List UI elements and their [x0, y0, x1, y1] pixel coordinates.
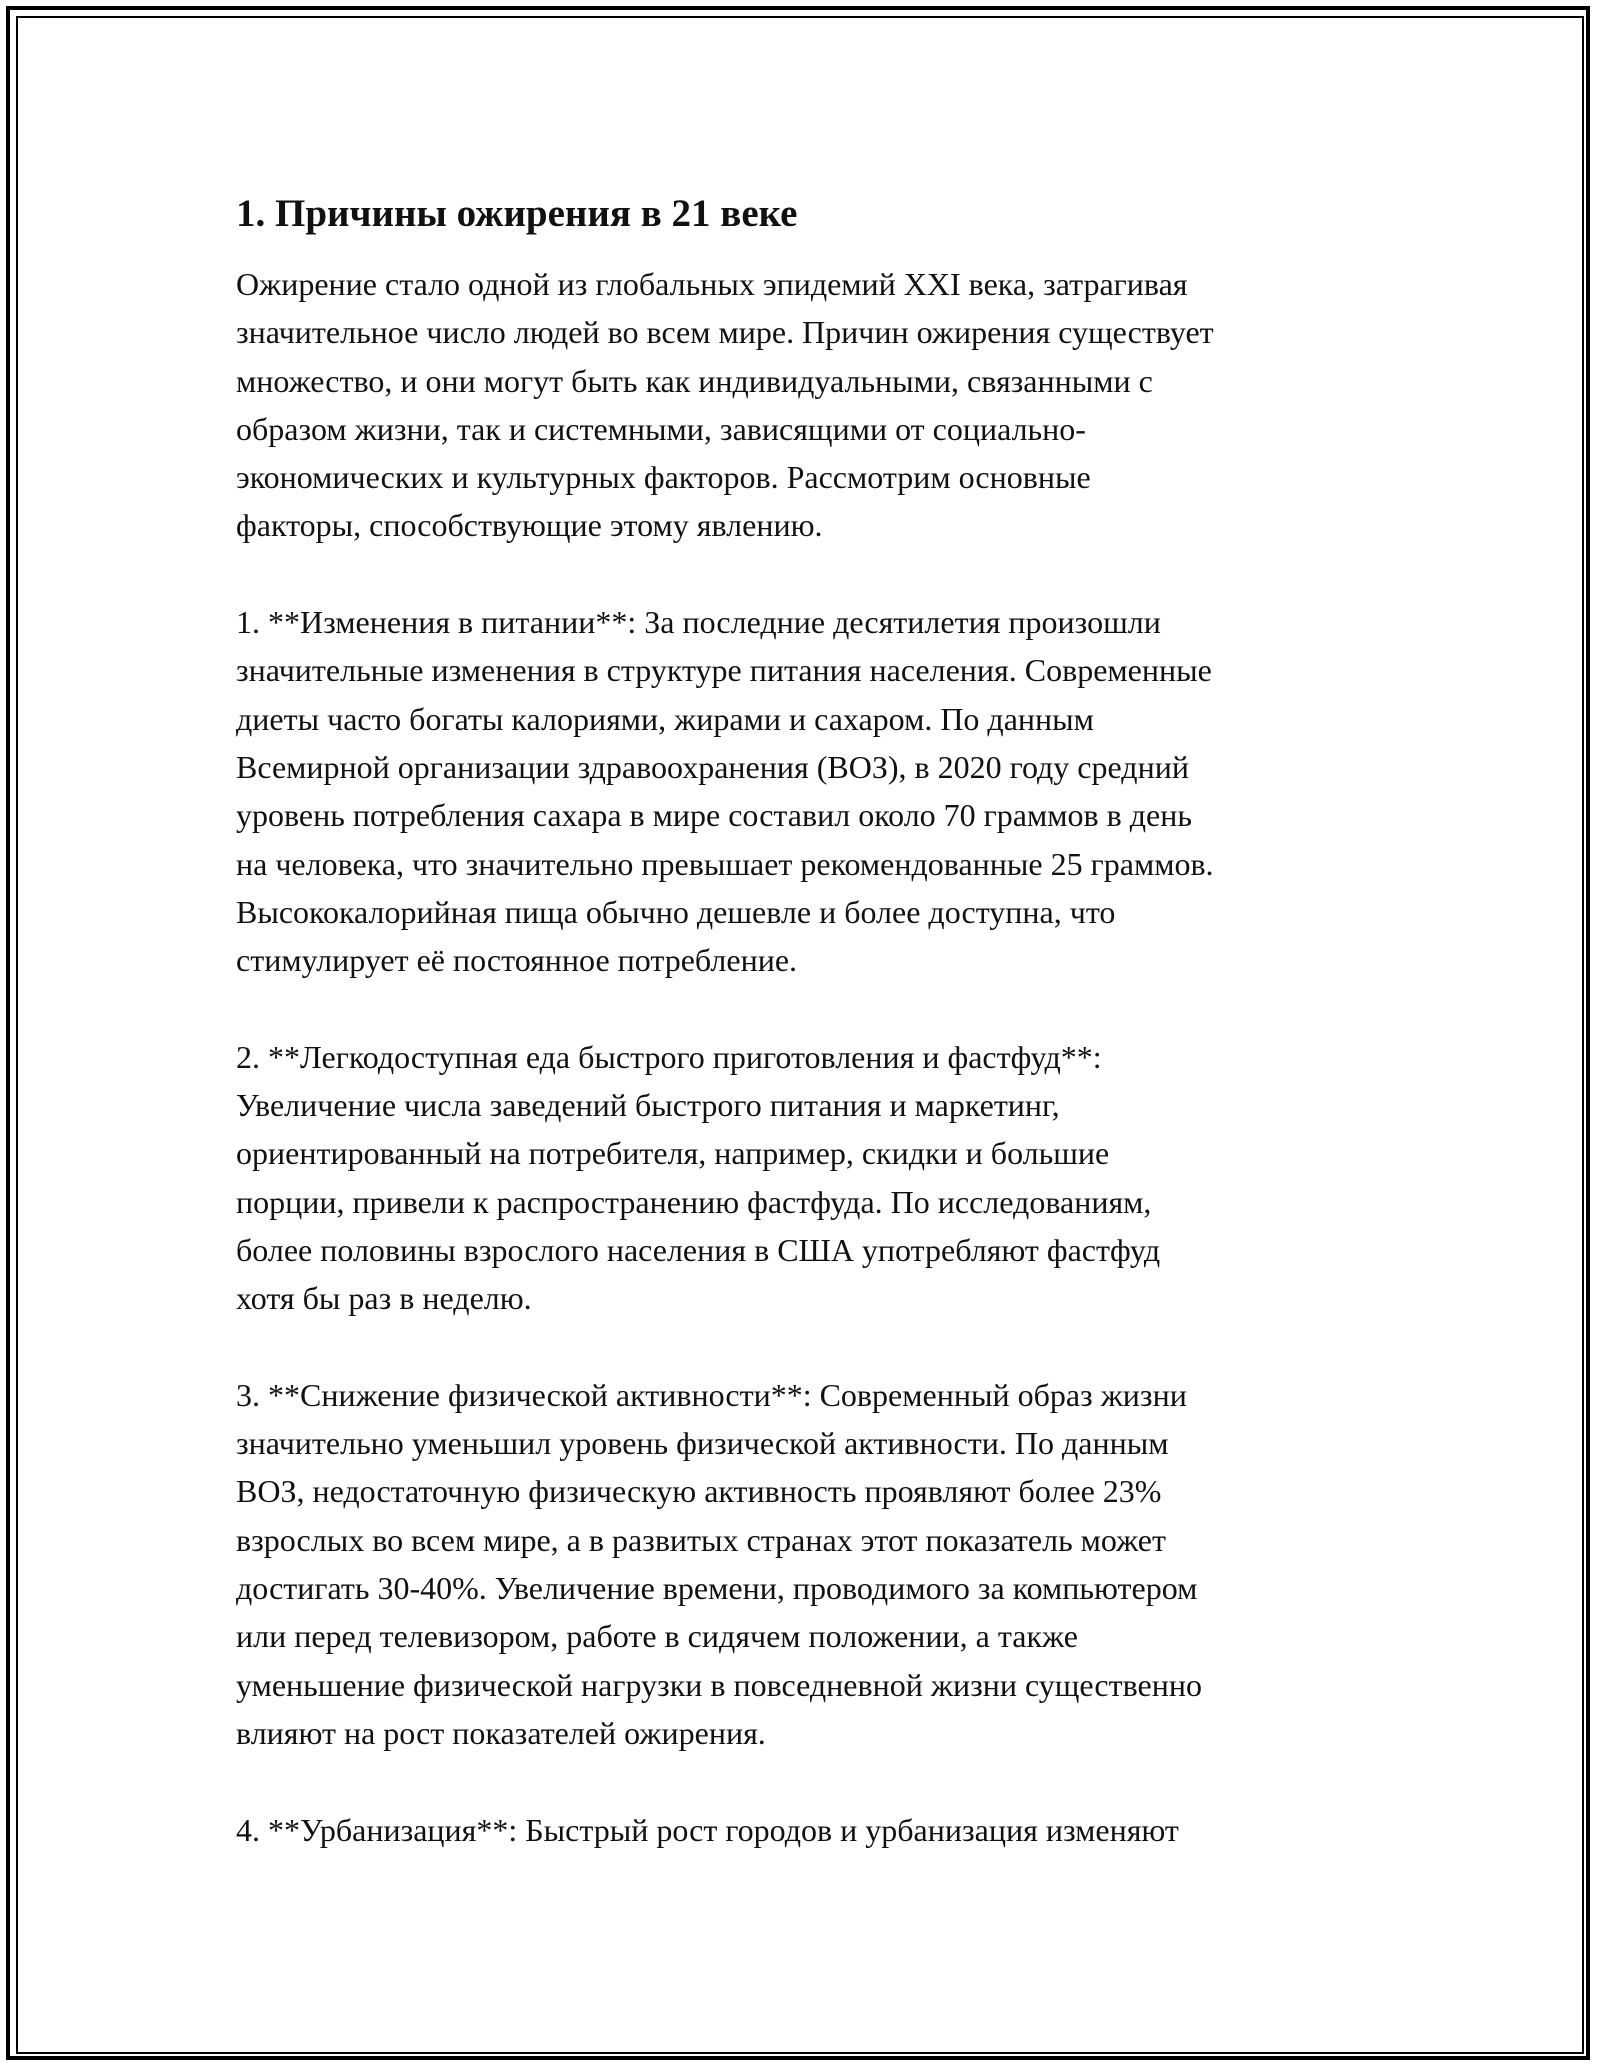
- text-line: значительное число людей во всем мире. Причин ожирения существует: [236, 314, 1214, 351]
- text-line: Увеличение числа заведений быстрого питания и маркетинг,: [236, 1087, 1060, 1124]
- text-line: Ожирение стало одной из глобальных эпидемий XXI века, затрагивая: [236, 266, 1188, 302]
- paragraph-intro: [236, 260, 1371, 550]
- text-line: взрослых во всем мире, а в развитых странах этот показатель может: [236, 1521, 1166, 1558]
- text-line: диеты часто богаты калориями, жирами и сахаром. По данным: [236, 700, 1094, 737]
- text-line: достигать 30-40%. Увеличение времени, проводимого за компьютером: [236, 1570, 1198, 1607]
- text-line: значительно уменьшил уровень физической активности. По данным: [236, 1425, 1169, 1462]
- document-body: [236, 188, 1371, 1902]
- text-line: более половины взрослого населения в США употребляют фастфуд: [236, 1231, 1161, 1268]
- paragraph-item-2: [236, 1033, 1371, 1323]
- text-line: 4. **Урбанизация**: Быстрый рост городов и урбанизация изменяют: [236, 1811, 1179, 1848]
- text-line: ВОЗ, недостаточную физическую активность проявляют более 23%: [236, 1473, 1162, 1510]
- text-line: 1. **Изменения в питании**: За последние десятилетия произошли: [236, 604, 1161, 641]
- text-line: 3. **Снижение физической активности**: Современный образ жизни: [236, 1376, 1187, 1413]
- text-line: хотя бы раз в неделю.: [236, 1280, 532, 1317]
- text-line: Высококалорийная пища обычно дешевле и более доступна, что: [236, 893, 1116, 930]
- page-title: 1. Причины ожирения в 21 веке: [236, 192, 798, 235]
- text-line: Всемирной организации здравоохранения (ВОЗ), в 2020 году средний: [236, 748, 1189, 785]
- text-line: образом жизни, так и системными, зависящими от социально-: [236, 410, 1086, 447]
- text-line: уровень потребления сахара в мире составил около 70 граммов в день: [236, 797, 1192, 834]
- text-line: влияют на рост показателей ожирения.: [236, 1714, 766, 1751]
- text-line: значительные изменения в структуре питания населения. Современные: [236, 652, 1212, 689]
- text-line: множество, и они могут быть как индивидуальными, связанными с: [236, 362, 1153, 399]
- text-line: факторы, способствующие этому явлению.: [236, 507, 823, 544]
- text-line: порции, привели к распространению фастфуда. По исследованиям,: [236, 1183, 1152, 1220]
- text-line: 2. **Легкодоступная еда быстрого приготовления и фастфуд**:: [236, 1038, 1102, 1075]
- paragraph-item-4: [236, 1806, 1371, 1854]
- text-line: ориентированный на потребителя, например, скидки и большие: [236, 1135, 1110, 1172]
- text-line: уменьшение физической нагрузки в повседневной жизни существенно: [236, 1666, 1202, 1703]
- text-line: экономических и культурных факторов. Рассмотрим основные: [236, 459, 1091, 496]
- paragraph-item-1: [236, 598, 1371, 984]
- paragraph-item-3: [236, 1371, 1371, 1757]
- text-line: или перед телевизором, работе в сидячем положении, а также: [236, 1618, 1078, 1655]
- text-line: стимулирует её постоянное потребление.: [236, 942, 798, 979]
- text-line: на человека, что значительно превышает рекомендованные 25 граммов.: [236, 845, 1214, 882]
